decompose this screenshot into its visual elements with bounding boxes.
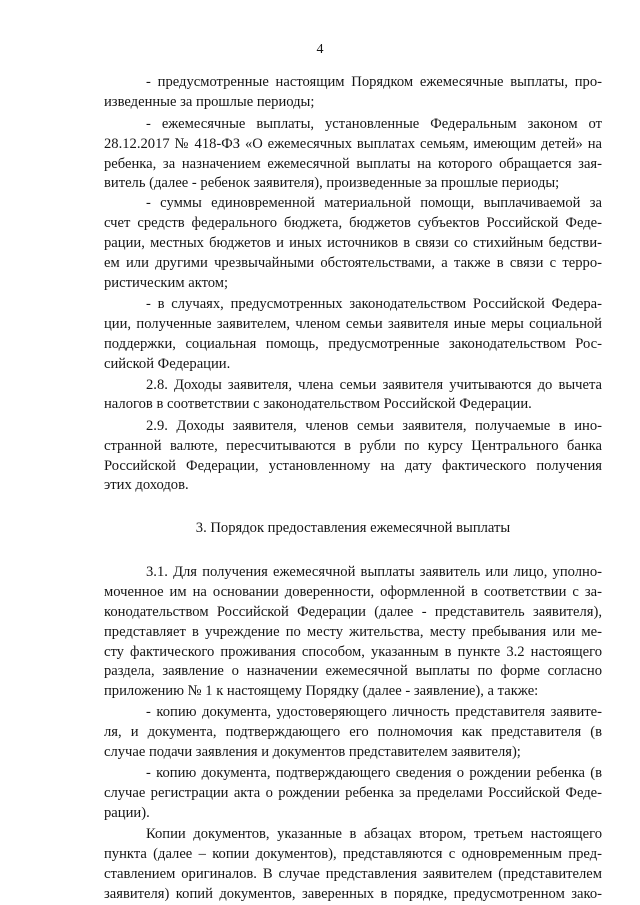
text-line: странной валюте, пересчитываются в рубли по курсу Центрального банка	[104, 438, 602, 454]
text-line: ребенка, за назначением ежемесячной выплаты на которого обращается зая-	[104, 156, 602, 172]
text-line: ля, и документа, подтверждающего его полномочия как представителя (в	[104, 724, 602, 740]
text-line: 2.8. Доходы заявителя, члена семьи заявителя учитываются до вычета	[146, 377, 602, 393]
text-line: приложению № 1 к настоящему Порядку (далее - заявление), а также:	[104, 683, 539, 699]
text-line: поддержки, социальная помощь, предусмотренные законодательством Рос-	[104, 336, 602, 352]
text-line: заявителя) копий документов, заверенных в порядке, предусмотренном зако-	[104, 886, 602, 902]
text-line: налогов в соответствии с законодательством Российской Федерации.	[104, 396, 532, 412]
text-line: представляет в учреждение по месту жительства, месту пребывания или ме-	[104, 624, 602, 640]
text-line: ем или другими чрезвычайными обстоятельствами, а также в связи с терро-	[104, 255, 602, 271]
text-line: счет средств федерального бюджета, бюджетов субъектов Российской Феде-	[104, 215, 602, 231]
text-line: - в случаях, предусмотренных законодательством Российской Федера-	[146, 296, 602, 312]
text-line: рации).	[104, 805, 150, 821]
text-line: сту фактического проживания способом, указанным в пункте 3.2 настоящего	[104, 644, 602, 660]
text-line: конодательством Российской Федерации (далее - представитель заявителя),	[104, 604, 602, 620]
text-line: ристическим актом;	[104, 275, 229, 291]
text-line: - копию документа, подтверждающего сведения о рождении ребенка (в	[146, 765, 602, 781]
text-line: изведенные за прошлые периоды;	[104, 94, 315, 110]
text-line: 3.1. Для получения ежемесячной выплаты заявитель или лицо, уполно-	[146, 564, 602, 580]
text-line: этих доходов.	[104, 477, 189, 493]
text-line: ставлением оригиналов. В случае представления заявителем (представителем	[104, 866, 602, 882]
text-line: 28.12.2017 № 418-ФЗ «О ежемесячных выплатах семьям, имеющим детей» на	[104, 136, 602, 152]
text-line: случае регистрации акта о рождении ребенка за пределами Российской Феде-	[104, 785, 602, 801]
text-line: пункта (далее – копии документов), представляются с одновременным пред-	[104, 846, 602, 862]
text-line: - суммы единовременной материальной помощи, выплачиваемой за	[146, 195, 602, 211]
text-line: 2.9. Доходы заявителя, членов семьи заявителя, получаемые в ино-	[146, 418, 602, 434]
text-line: сийской Федерации.	[104, 356, 231, 372]
text-line: - ежемесячные выплаты, установленные Федеральным законом от	[146, 116, 602, 132]
text-line: рации, местных бюджетов и иных источников в связи со стихийным бедстви-	[104, 235, 602, 251]
text-line: - копию документа, удостоверяющего личность представителя заявите-	[146, 704, 602, 720]
text-line: случае подачи заявления и документов представителем заявителя);	[104, 744, 521, 760]
text-line: - предусмотренные настоящим Порядком ежемесячные выплаты, про-	[146, 74, 602, 90]
text-line: витель (далее - ребенок заявителя), произведенные за прошлые периоды;	[104, 175, 560, 191]
page-number: 4	[316, 42, 324, 57]
text-line: Копии документов, указанные в абзацах втором, третьем настоящего	[146, 826, 602, 842]
text-line: раздела, заявление о назначении ежемесячной выплаты по форме согласно	[104, 663, 602, 679]
text-line: ции, полученные заявителем, членом семьи заявителя иные меры социальной	[104, 316, 602, 332]
text-line: Российской Федерации, установленному на дату фактического получения	[104, 458, 602, 474]
section-heading: 3. Порядок предоставления ежемесячной выплаты	[195, 520, 511, 536]
text-line: моченное им на основании доверенности, оформленной в соответствии с за-	[104, 584, 602, 600]
